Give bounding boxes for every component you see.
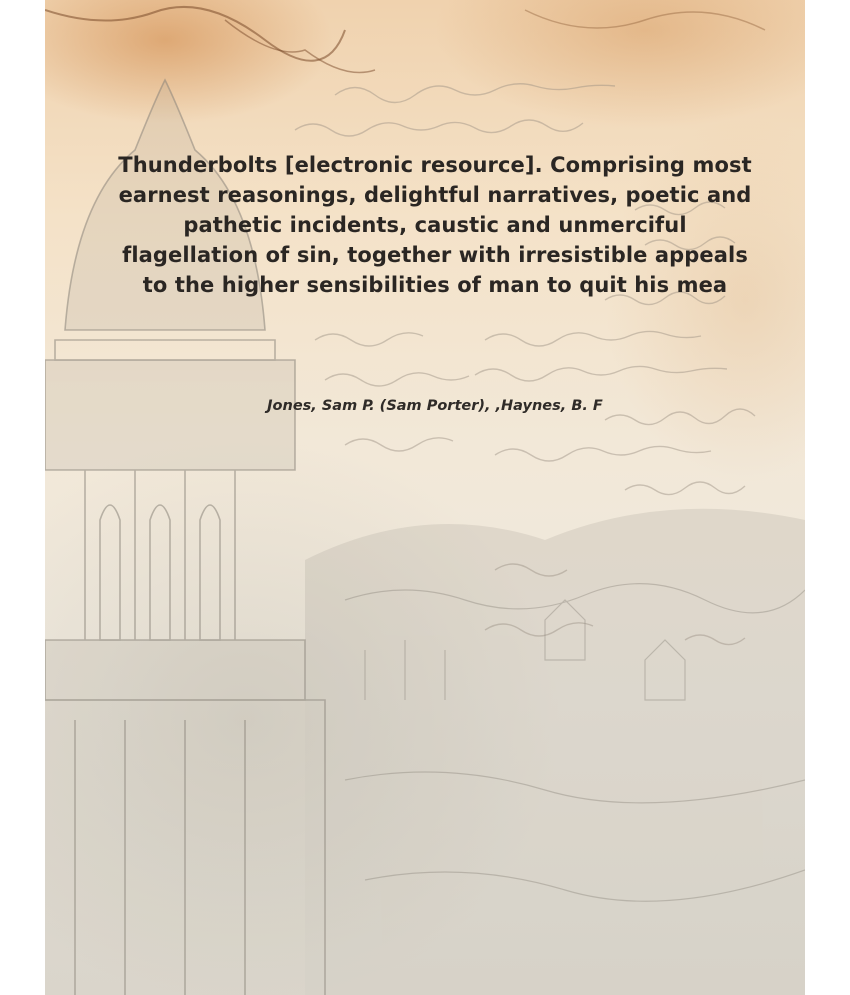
- book-author: Jones, Sam P. (Sam Porter), ,Haynes, B. F: [267, 398, 603, 414]
- book-title: Thunderbolts [electronic resource]. Comprising most earnest reasonings, delightful narratives, poetic and pathetic incidents, caustic and unmerciful flagellation of sin, together with irresistible appeals to the higher sensibilities of man to quit his mea: [118, 153, 752, 297]
- book-cover: [45, 0, 805, 995]
